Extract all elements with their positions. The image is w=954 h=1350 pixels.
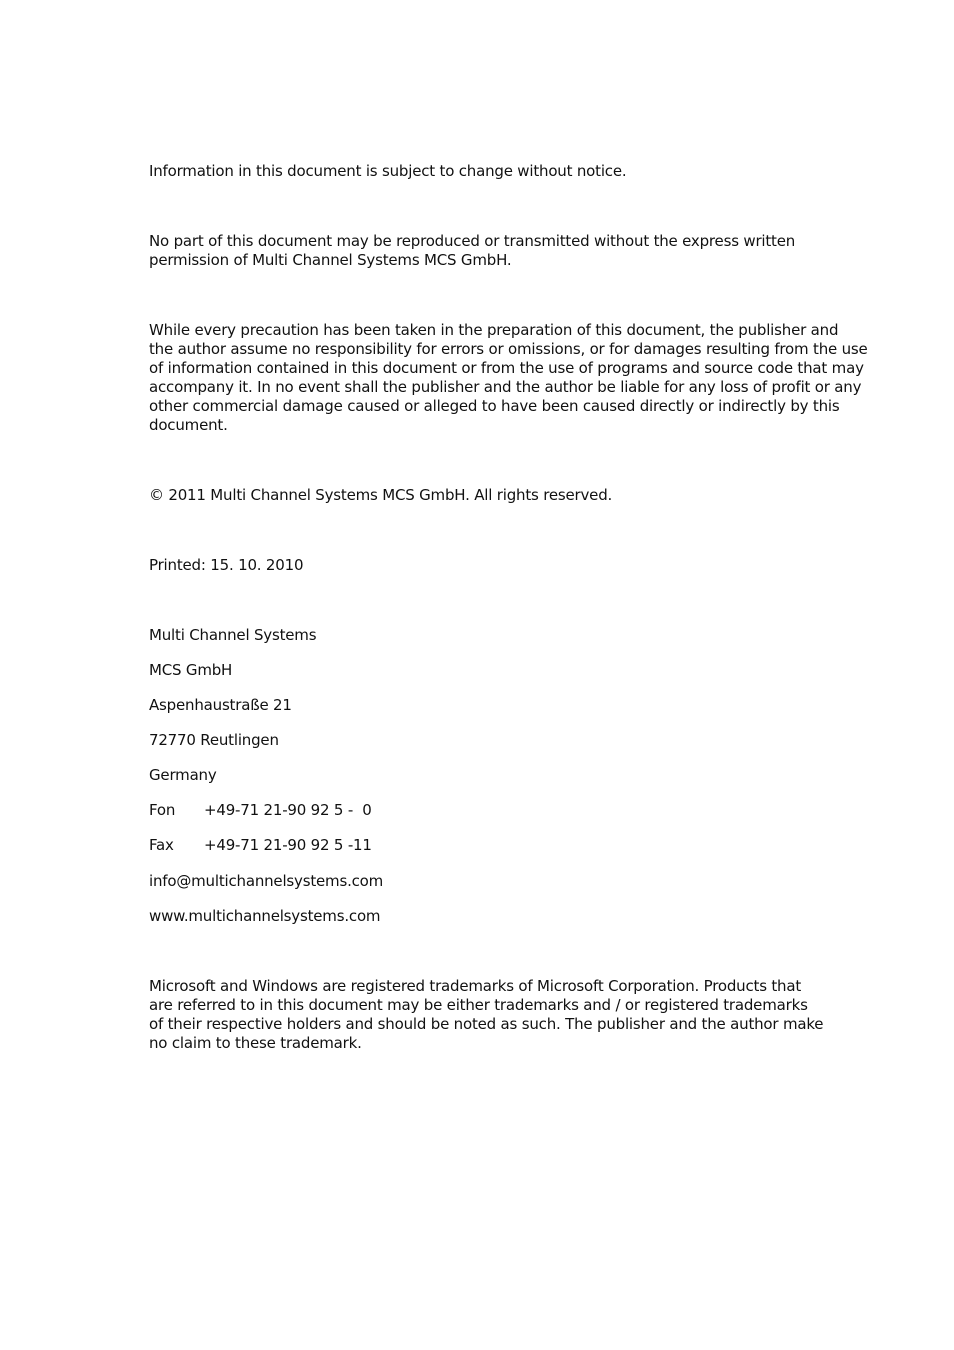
reproduction-notice [149, 232, 885, 270]
disclaimer-line: document. [149, 416, 228, 434]
fax-label: Fax [149, 836, 174, 854]
disclaimer-line: other commercial damage caused or alleged to have been caused directly or indirectly by this [149, 397, 840, 415]
liability-disclaimer [149, 321, 885, 435]
trademark-line: Microsoft and Windows are registered trademarks of Microsoft Corporation. Products that [149, 977, 802, 995]
reproduction-line: permission of Multi Channel Systems MCS GmbH. [149, 251, 512, 269]
disclaimer-line: of information contained in this document or from the use of programs and source code that may [149, 359, 864, 377]
company-name: Multi Channel Systems [149, 626, 317, 644]
website-address: www.multichannelsystems.com [149, 907, 381, 925]
phone-number: +49-71 21-90 92 5 - 0 [204, 801, 372, 819]
fax-row [149, 836, 372, 855]
fax-number: +49-71 21-90 92 5 -11 [204, 836, 372, 854]
disclaimer-line: the author assume no responsibility for errors or omissions, or for damages resulting from the use [149, 340, 868, 358]
city-address: 72770 Reutlingen [149, 731, 279, 749]
street-address: Aspenhaustraße 21 [149, 696, 292, 714]
trademark-line: are referred to in this document may be either trademarks and / or registered trademarks [149, 996, 808, 1014]
disclaimer-line: While every precaution has been taken in the preparation of this document, the publisher and [149, 321, 839, 339]
printed-date: Printed: 15. 10. 2010 [149, 556, 304, 574]
phone-label: Fon [149, 801, 176, 819]
trademark-notice [149, 977, 885, 1053]
email-address: info@multichannelsystems.com [149, 872, 384, 890]
company-legal-name: MCS GmbH [149, 661, 233, 679]
reproduction-line: No part of this document may be reproduced or transmitted without the express written [149, 232, 796, 250]
disclaimer-line: accompany it. In no event shall the publisher and the author be liable for any loss of profit or any [149, 378, 862, 396]
trademark-line: of their respective holders and should be noted as such. The publisher and the author make [149, 1015, 824, 1033]
trademark-line: no claim to these trademark. [149, 1034, 362, 1052]
copyright-notice: © 2011 Multi Channel Systems MCS GmbH. All rights reserved. [149, 486, 613, 504]
phone-row [149, 801, 372, 820]
country: Germany [149, 766, 217, 784]
change-notice: Information in this document is subject to change without notice. [149, 162, 627, 180]
